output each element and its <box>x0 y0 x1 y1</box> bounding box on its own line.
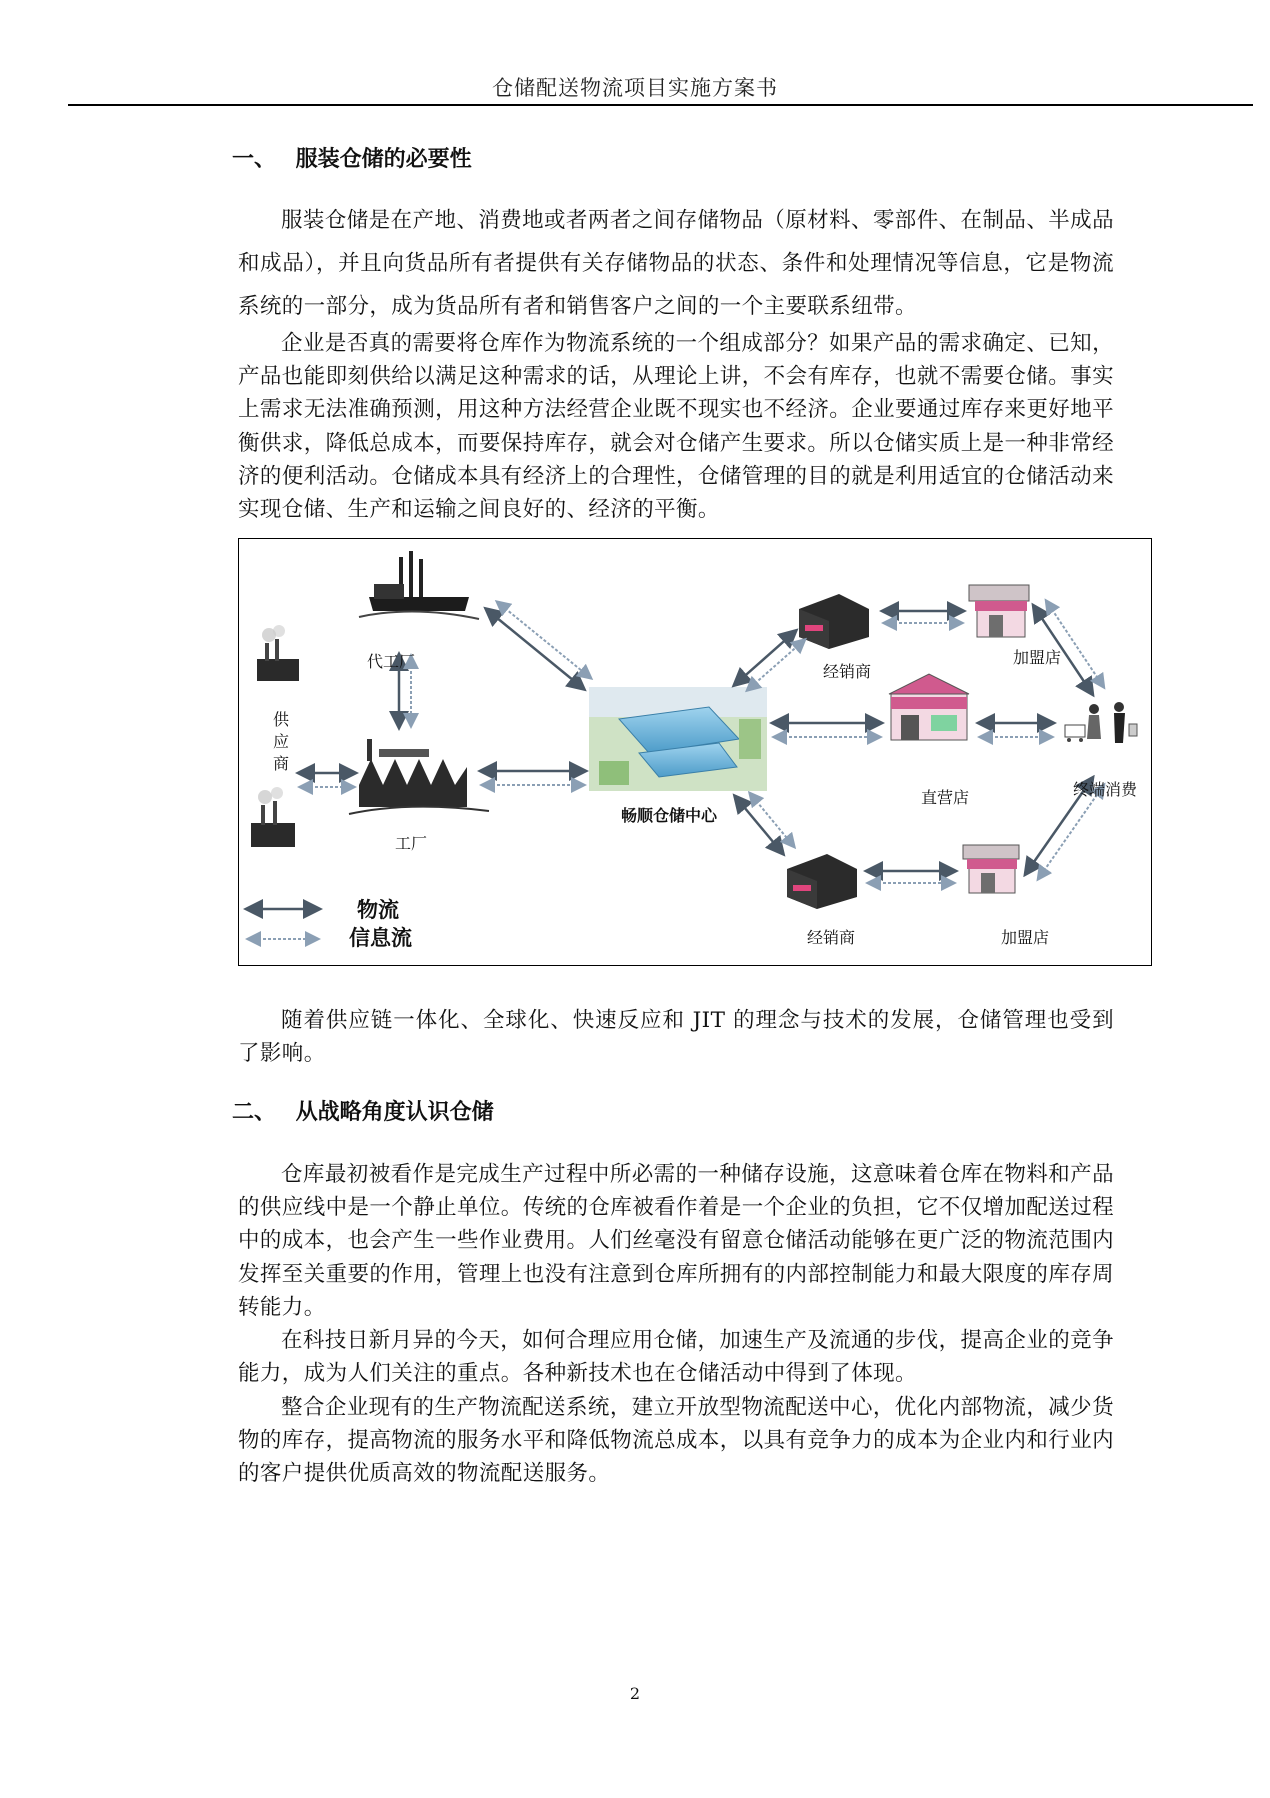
section2-paragraph-1: 仓库最初被看作是完成生产过程中所必需的一种储存设施，这意味着仓库在物料和产品的供应线中是一个静止单位。传统的仓库被看作着是一个企业的负担，它不仅增加配送过程中的成本，也会产生一些作业费用。人们丝毫没有留意仓储活动能够在更广泛的物流范围内发挥至关重要的作用，管理上也没有注意到仓库所拥有的内部控制能力和最大限度的库存周转能力。 <box>238 1162 1115 1320</box>
label-direct-store: 直营店 <box>920 788 970 807</box>
section1-paragraph-2: 企业是否真的需要将仓库作为物流系统的一个组成部分？如果产品的需求确定、已知，产品也能即刻供给以满足这种需求的话，从理论上讲，不会有库存，也就不需要仓储。事实上需求无法准确预测，用这种方法经营企业既不现实也不经济。企业要通过库存来更好地平衡供求，降低总成本，而要保持库存，就会对仓储产生要求。所以仓储实质上是一种非常经济的便利活动。仓储成本具有经济上的合理性，仓储管理的目的就是利用适宜的仓储活动来实现仓储、生产和运输之间良好的、经济的平衡。 <box>238 331 1115 523</box>
page-header-title: 仓储配送物流项目实施方案书 <box>492 76 778 100</box>
label-warehouse-center: 畅顺仓储中心 <box>620 806 718 825</box>
label-distributor-top: 经销商 <box>822 662 872 681</box>
label-factory: 工厂 <box>394 834 428 853</box>
legend-logistics-label: 物流 <box>357 898 399 922</box>
section1-paragraph-1: 服装仓储是在产地、消费地或者两者之间存储物品（原材料、零部件、在制品、半成品和成品），并且向货品所有者提供有关存储物品的状态、条件和处理情况等信息，它是物流系统的一部分，成为货品所有者和销售客户之间的一个主要联系纽带。 <box>238 208 1114 319</box>
shop-icon <box>969 585 1029 637</box>
shopper-icon <box>1065 702 1137 743</box>
section1-heading <box>232 142 472 173</box>
legend-info-label: 信息流 <box>349 926 412 950</box>
section2-paragraph-2: 在科技日新月异的今天，如何合理应用仓储，加速生产及流通的步伐，提高企业的竞争能力，成为人们关注的重点。各种新技术也在仓储活动中得到了体现。 <box>238 1328 1114 1387</box>
section2-paragraph-3: 整合企业现有的生产物流配送系统，建立开放型物流配送中心，优化内部物流，减少货物的库存，提高物流的服务水平和降低物流总成本，以具有竞争力的成本为企业内和行业内的客户提供优质高效的物流配送服务。 <box>238 1395 1115 1487</box>
diagram-canvas <box>239 539 1151 965</box>
building-icon <box>787 854 857 909</box>
section1-number: 一、 <box>232 147 277 172</box>
label-distributor-bottom: 经销商 <box>806 928 856 947</box>
industrial-plant-icon <box>349 739 489 814</box>
factory-icon <box>257 625 299 681</box>
label-oem-factory: 代工厂 <box>366 652 416 671</box>
section2-title: 从战略角度认识仓储 <box>295 1100 494 1125</box>
warehouse-aerial-icon <box>589 687 767 791</box>
factory-smokestack-icon <box>359 551 479 619</box>
label-franchise-bottom: 加盟店 <box>1000 928 1050 947</box>
section1-paragraph-3: 随着供应链一体化、全球化、快速反应和 JIT 的理念与技术的发展，仓储管理也受到了影响。 <box>238 1008 1114 1067</box>
section1-title: 服装仓储的必要性 <box>295 147 472 172</box>
shop-icon <box>889 674 969 740</box>
factory-icon <box>251 787 295 847</box>
diagram-legend <box>253 898 412 950</box>
shop-icon <box>963 845 1019 893</box>
building-icon <box>799 594 869 649</box>
page-number: 2 <box>629 1684 641 1703</box>
logistics-flow-diagram <box>238 538 1152 966</box>
label-franchise-top: 加盟店 <box>1012 648 1062 667</box>
label-supplier: 供 应 商 <box>273 710 290 773</box>
label-end-consumer: 终端消费 <box>1072 780 1138 799</box>
section2-heading <box>232 1095 494 1126</box>
section2-number: 二、 <box>232 1100 277 1125</box>
header-divider <box>68 104 1253 106</box>
